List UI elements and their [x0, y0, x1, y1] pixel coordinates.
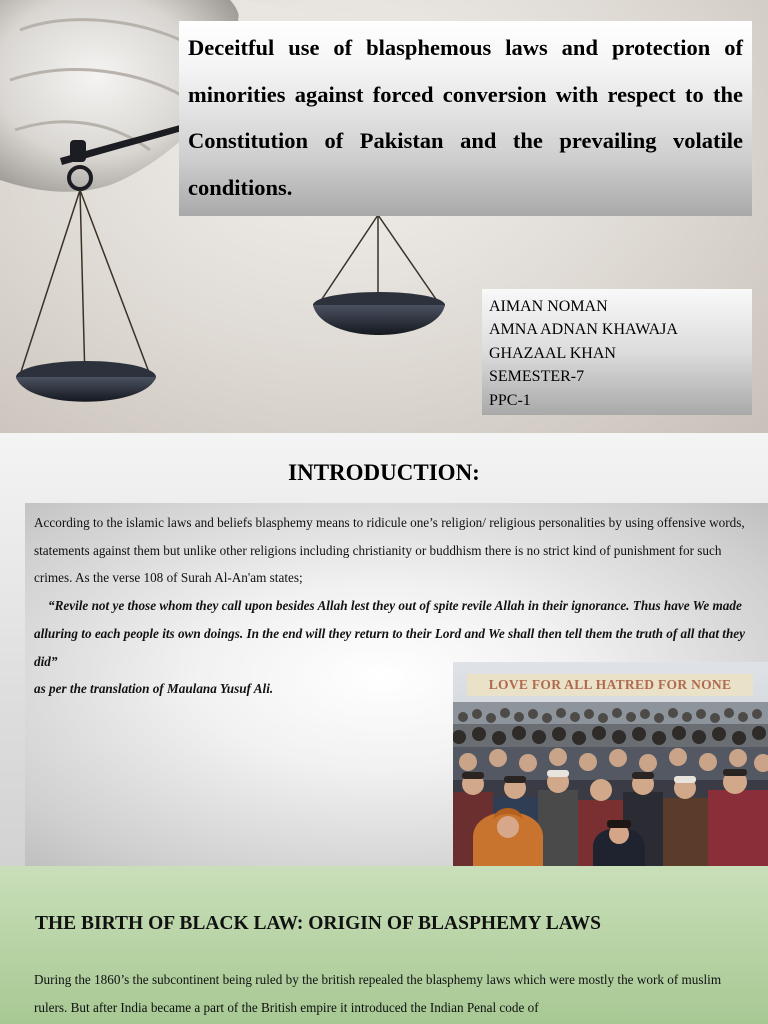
title-box	[179, 21, 752, 216]
introduction-slide	[0, 433, 768, 866]
introduction-paragraph: According to the islamic laws and beliefs blasphemy means to ridicule one’s religion/ religious personalities by using offensive words, statements against them but unlike other religions including christianity or buddhism there is no strict kind of punishment for such crimes. As the verse 108 of Surah Al-An'am states;	[34, 515, 745, 586]
origin-paragraph: During the 1860’s the subcontinent being ruled by the british repealed the blasphemy laws which were mostly the work of muslim rulers. But after India became a part of the British empire it introduced the Indian Penal code of	[34, 972, 722, 1015]
title-slide	[0, 0, 768, 433]
course-line: PPC-1	[489, 391, 531, 409]
author-line: AMNA ADNAN KHAWAJA	[489, 321, 678, 339]
presentation-title: Deceitful use of blasphemous laws and protection of minorities against forced conversion with respect to the Constitution of Pakistan and the prevailing volatile conditions.	[188, 35, 743, 200]
origin-slide	[0, 866, 768, 1024]
author-line: GHAZAAL KHAN	[489, 344, 616, 362]
author-line: AIMAN NOMAN	[489, 298, 608, 315]
photo-banner: LOVE FOR ALL HATRED FOR NONE	[467, 674, 753, 696]
authors-box	[482, 289, 752, 415]
crowd-photo	[453, 662, 768, 866]
origin-heading: THE BIRTH OF BLACK LAW: ORIGIN OF BLASPHEMY LAWS	[35, 913, 601, 934]
semester-line: SEMESTER-7	[489, 368, 585, 386]
translation-credit: as per the translation of Maulana Yusuf Ali.	[34, 681, 274, 697]
introduction-heading: INTRODUCTION:	[288, 460, 480, 485]
quran-quote: “Revile not ye those whom they call upon besides Allah lest they out of spite revile Allah in their ignorance. Thus have We made alluring to each people its own doings. In the end will they return to their Lord and We shall then tell them the truth of all that they did”	[34, 598, 746, 669]
